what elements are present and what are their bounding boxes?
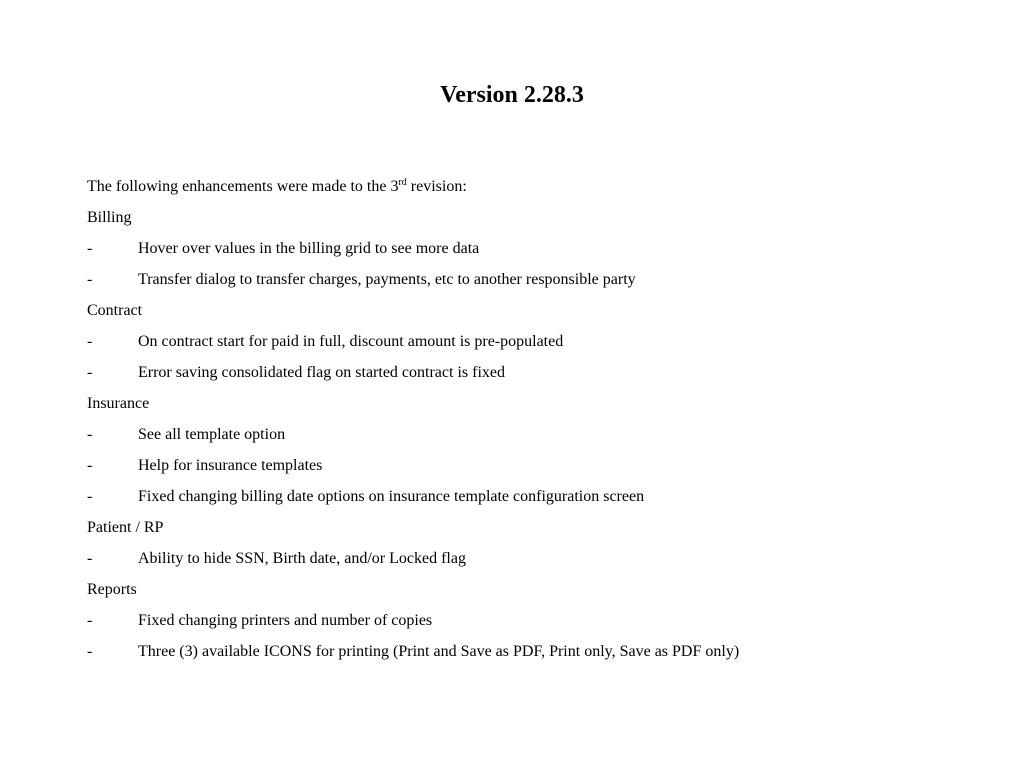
page-title: Version 2.28.3 bbox=[440, 82, 584, 108]
bullet-dash: - bbox=[87, 271, 93, 288]
bullet-dash: - bbox=[87, 457, 93, 474]
list-item bbox=[87, 269, 987, 300]
section-heading-billing: Billing bbox=[87, 209, 132, 226]
list-item bbox=[87, 331, 987, 362]
list-item bbox=[87, 362, 987, 393]
release-notes bbox=[87, 176, 987, 672]
list-item bbox=[87, 610, 987, 641]
list-item bbox=[87, 238, 987, 269]
bullet-dash: - bbox=[87, 240, 93, 257]
list-item-text: Ability to hide SSN, Birth date, and/or Locked flag bbox=[138, 550, 466, 567]
intro-text: The following enhancements were made to the 3 bbox=[87, 178, 399, 195]
intro-line bbox=[87, 176, 987, 207]
section-heading-contract: Contract bbox=[87, 302, 143, 319]
bullet-dash: - bbox=[87, 333, 93, 350]
list-item-text: Fixed changing billing date options on insurance template configuration screen bbox=[138, 488, 645, 505]
list-item bbox=[87, 424, 987, 455]
list-item-text: Transfer dialog to transfer charges, payments, etc to another responsible party bbox=[138, 271, 636, 288]
list-item-text: Help for insurance templates bbox=[138, 457, 323, 474]
bullet-dash: - bbox=[87, 643, 93, 660]
list-item-text: Three (3) available ICONS for printing (Print and Save as PDF, Print only, Save as PDF only) bbox=[138, 643, 740, 660]
list-item-text: Hover over values in the billing grid to see more data bbox=[138, 240, 480, 257]
section-heading-reports: Reports bbox=[87, 581, 137, 598]
list-item-text: See all template option bbox=[138, 426, 286, 443]
list-item bbox=[87, 548, 987, 579]
list-item-text: On contract start for paid in full, discount amount is pre-populated bbox=[138, 333, 564, 350]
intro-text-end: revision: bbox=[406, 178, 467, 195]
list-item bbox=[87, 641, 987, 672]
list-item bbox=[87, 486, 987, 517]
section-heading-patient-rp: Patient / RP bbox=[87, 519, 164, 536]
bullet-dash: - bbox=[87, 612, 93, 629]
bullet-dash: - bbox=[87, 426, 93, 443]
intro-superscript: rd bbox=[398, 177, 407, 188]
section-heading-insurance: Insurance bbox=[87, 395, 150, 412]
list-item bbox=[87, 455, 987, 486]
bullet-dash: - bbox=[87, 550, 93, 567]
list-item-text: Error saving consolidated flag on started contract is fixed bbox=[138, 364, 505, 381]
bullet-dash: - bbox=[87, 488, 93, 505]
list-item-text: Fixed changing printers and number of copies bbox=[138, 612, 433, 629]
bullet-dash: - bbox=[87, 364, 93, 381]
